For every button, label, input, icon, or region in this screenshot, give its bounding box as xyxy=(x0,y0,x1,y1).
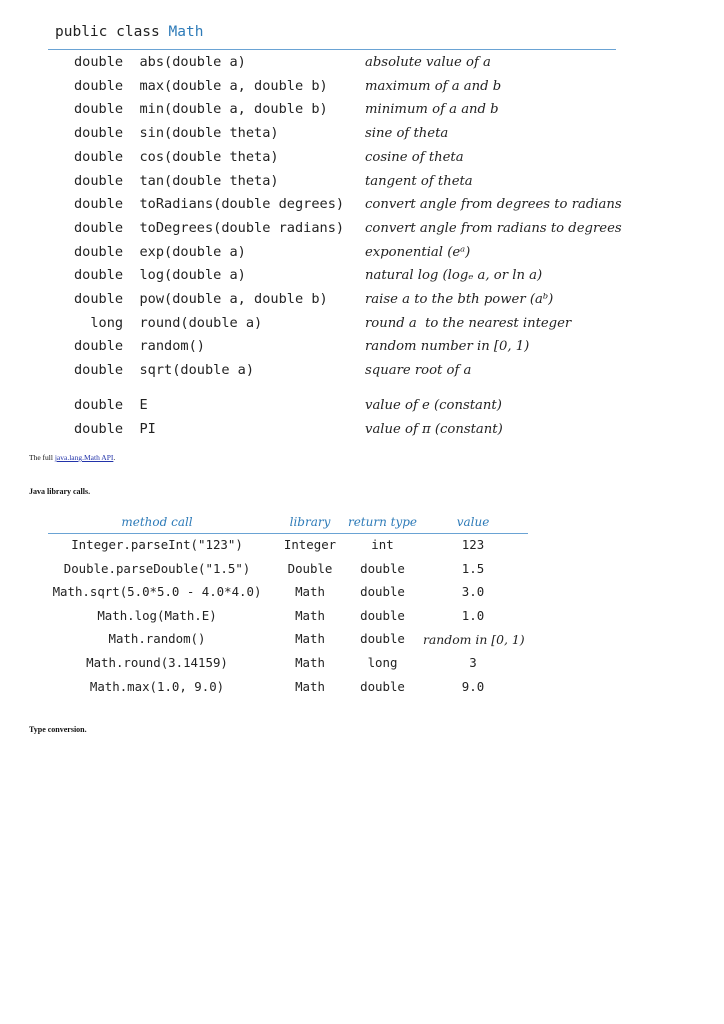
table-row xyxy=(0,584,724,607)
return-type-cell: double xyxy=(360,631,405,647)
api-row xyxy=(0,220,724,243)
return-type-cell: double xyxy=(360,607,405,623)
col-header-library: library xyxy=(289,515,331,529)
method-signature: double tan(double theta) xyxy=(74,172,279,189)
library-cell: Math xyxy=(295,631,325,647)
method-description: exponential (eᵃ) xyxy=(365,244,471,260)
library-cell: Math xyxy=(295,678,325,694)
table-row xyxy=(0,631,724,654)
api-row xyxy=(0,315,724,338)
method-signature: double toDegrees(double radians) xyxy=(74,219,345,236)
method-description: value of π (constant) xyxy=(365,422,503,437)
method-signature: double random() xyxy=(74,338,205,355)
method-signature: double PI xyxy=(74,421,156,437)
method-signature: double exp(double a) xyxy=(74,243,246,260)
method-description: tangent of theta xyxy=(365,173,473,189)
api-row xyxy=(0,291,724,314)
method-description: absolute value of a xyxy=(365,55,491,70)
api-note-prefix: The full xyxy=(29,453,55,462)
value-cell: random in [0, 1) xyxy=(423,632,525,648)
library-cell: Math xyxy=(295,655,325,670)
method-signature: double cos(double theta) xyxy=(74,148,279,165)
api-row xyxy=(0,78,724,101)
api-row xyxy=(0,54,724,77)
section-heading-type-conversion: Type conversion. xyxy=(29,725,87,734)
method-call-cell: Math.round(3.14159) xyxy=(86,655,228,670)
method-call-cell: Integer.parseInt("123") xyxy=(71,537,243,552)
api-row xyxy=(0,338,724,361)
method-signature: double sqrt(double a) xyxy=(74,362,255,379)
return-type-cell: double xyxy=(360,678,405,694)
table-row xyxy=(0,655,724,678)
method-description: square root of a xyxy=(365,363,472,379)
method-signature: double sin(double theta) xyxy=(74,125,279,142)
library-cell: Math xyxy=(295,584,325,600)
api-row xyxy=(0,244,724,267)
table-row xyxy=(0,537,724,560)
api-note xyxy=(29,453,115,462)
library-cell: Math xyxy=(295,607,325,623)
col-header-return-type: return type xyxy=(347,515,418,529)
method-signature: long round(double a) xyxy=(74,314,263,331)
return-type-cell: double xyxy=(360,584,405,600)
api-row xyxy=(0,362,724,385)
api-header-keyword: public class xyxy=(55,24,160,40)
method-signature: double E xyxy=(74,397,148,413)
value-cell: 1.0 xyxy=(461,607,485,623)
return-type-cell: int xyxy=(371,537,394,552)
value-cell: 123 xyxy=(461,537,485,552)
library-cell: Integer xyxy=(283,537,337,552)
method-description: value of e (constant) xyxy=(365,398,502,413)
api-row xyxy=(0,421,724,444)
method-call-cell: Math.max(1.0, 9.0) xyxy=(89,678,225,694)
method-description: convert angle from degrees to radians xyxy=(365,197,622,213)
method-signature: double toRadians(double degrees) xyxy=(74,196,345,213)
api-header-divider xyxy=(48,49,616,50)
return-type-cell: long xyxy=(367,655,398,670)
method-call-cell: Math.sqrt(5.0*5.0 - 4.0*4.0) xyxy=(52,584,262,600)
api-row xyxy=(0,125,724,148)
method-description: maximum of a and b xyxy=(365,78,502,94)
method-description: sine of theta xyxy=(365,126,449,142)
section-heading-library-calls: Java library calls. xyxy=(29,487,91,496)
value-cell: 3.0 xyxy=(461,584,485,600)
math-api-link[interactable]: java.lang.Math API xyxy=(54,453,114,462)
api-row xyxy=(0,196,724,219)
api-row xyxy=(0,149,724,172)
api-row xyxy=(0,173,724,196)
method-description: natural log (logₑ a, or ln a) xyxy=(365,268,543,284)
method-description: minimum of a and b xyxy=(365,102,499,118)
method-description: raise a to the bth power (aᵇ) xyxy=(365,292,554,307)
api-row xyxy=(0,267,724,290)
method-signature: double pow(double a, double b) xyxy=(74,291,328,307)
col-header-method-call: method call xyxy=(121,515,193,529)
method-signature: double min(double a, double b) xyxy=(74,101,328,118)
value-cell: 1.5 xyxy=(461,560,485,576)
method-signature: double max(double a, double b) xyxy=(74,77,328,94)
value-cell: 9.0 xyxy=(461,678,485,694)
table-row xyxy=(0,608,724,631)
api-header xyxy=(55,24,203,40)
method-description: random number in [0, 1) xyxy=(365,339,530,355)
method-call-cell: Math.random() xyxy=(108,631,206,647)
col-header-value: value xyxy=(456,515,490,529)
library-table-divider xyxy=(48,533,528,534)
api-row xyxy=(0,101,724,124)
library-cell: Double xyxy=(287,560,333,576)
method-call-cell: Double.parseDouble("1.5") xyxy=(63,560,251,576)
method-description: cosine of theta xyxy=(365,149,464,165)
return-type-cell: double xyxy=(360,560,405,576)
api-row xyxy=(0,397,724,420)
table-row xyxy=(0,679,724,702)
table-row xyxy=(0,561,724,584)
value-cell: 3 xyxy=(469,655,477,670)
method-signature: double abs(double a) xyxy=(74,54,246,70)
api-note-suffix: . xyxy=(113,453,116,462)
method-signature: double log(double a) xyxy=(74,267,246,284)
method-description: round a to the nearest integer xyxy=(365,315,572,331)
method-call-cell: Math.log(Math.E) xyxy=(97,607,217,623)
method-description: convert angle from radians to degrees xyxy=(365,220,622,236)
api-header-class: Math xyxy=(168,24,204,40)
